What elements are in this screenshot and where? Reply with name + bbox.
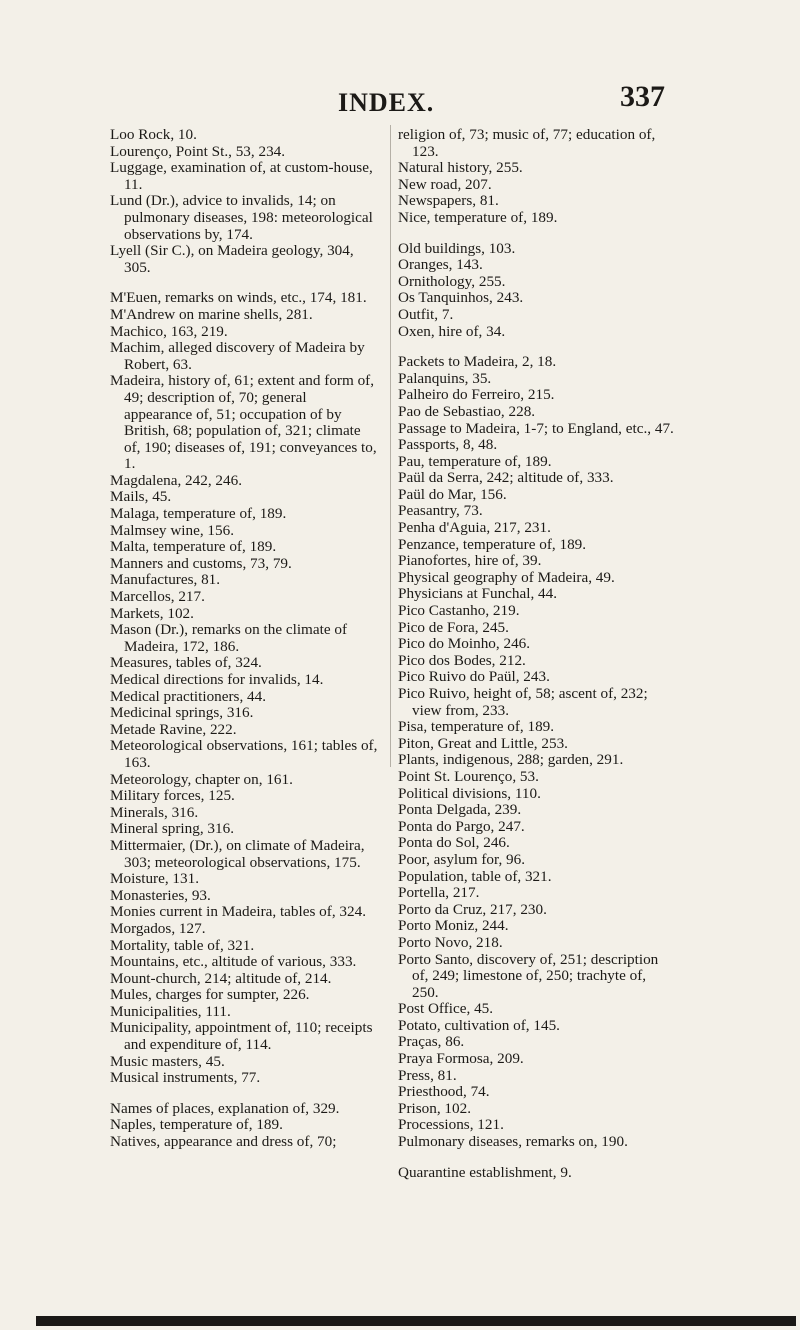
index-letter-group xyxy=(110,1101,378,1151)
index-entry: Prison, 102. xyxy=(398,1099,471,1117)
index-entry: Pico Ruivo do Paül, 243. xyxy=(398,668,550,686)
index-entry: Porto Moniz, 244. xyxy=(398,917,509,935)
index-entry: Pico do Moinho, 246. xyxy=(398,635,531,653)
index-entry: Luggage, examination of, at custom-house, 11. xyxy=(110,159,373,193)
index-entry: Packets to Madeira, 2, 18. xyxy=(398,353,557,371)
index-entry: Moisture, 131. xyxy=(110,870,200,888)
index-entry: Meteorology, chapter on, 161. xyxy=(110,770,293,788)
index-entry: Medical directions for invalids, 14. xyxy=(110,671,324,688)
index-entry: Plants, indigenous, 288; garden, 291. xyxy=(398,751,624,769)
index-entry: Pianofortes, hire of, 39. xyxy=(398,552,542,570)
index-entry: Music masters, 45. xyxy=(110,1052,225,1070)
index-entry: Medical practitioners, 44. xyxy=(110,687,267,705)
column-divider xyxy=(390,125,391,767)
index-entry: Pisa, temperature of, 189. xyxy=(398,718,555,736)
page-bottom-edge xyxy=(36,1316,796,1326)
index-entry: Mineral spring, 316. xyxy=(110,820,235,838)
index-entry: Magdalena, 242, 246. xyxy=(110,471,243,489)
index-entry: Portella, 217. xyxy=(398,884,480,902)
index-entry: Mortality, table of, 321. xyxy=(110,936,255,954)
index-entry: Lourenço, Point St., 53, 234. xyxy=(110,142,286,160)
index-entry: Penzance, temperature of, 189. xyxy=(398,535,587,553)
index-entry: Mittermaier, (Dr.), on climate of Madeira, 303; meteorological observations, 175. xyxy=(110,836,365,871)
index-entry: Pulmonary diseases, remarks on, 190. xyxy=(398,1133,628,1151)
index-entry: Oranges, 143. xyxy=(398,256,483,274)
index-entry: Old buildings, 103. xyxy=(398,239,516,257)
index-entry: Meteorological observations, 161; tables of, 163. xyxy=(110,737,378,771)
index-entry: Municipality, appointment of, 110; receipts and expenditure of, 114. xyxy=(110,1019,373,1054)
index-entry: Mount-church, 214; altitude of, 214. xyxy=(110,969,332,987)
index-entry: Machim, alleged discovery of Madeira by Robert, 63. xyxy=(110,339,365,373)
index-entry: Mules, charges for sumpter, 226. xyxy=(110,986,310,1004)
index-entry: Outfit, 7. xyxy=(398,305,454,323)
index-entry: Markets, 102. xyxy=(110,604,194,622)
index-column-right xyxy=(398,127,676,1195)
index-letter-group xyxy=(110,127,378,276)
index-entry: Porto Santo, discovery of, 251; description of, 249; limestone of, 250; trachyte of, 250. xyxy=(398,950,659,1001)
index-entry: Praças, 86. xyxy=(398,1033,465,1051)
index-entry: Pico Ruivo, height of, 58; ascent of, 232; view from, 233. xyxy=(398,685,648,719)
index-entry: Manufactures, 81. xyxy=(110,571,221,589)
index-entry: Ponta Delgada, 239. xyxy=(398,801,522,819)
index-entry: Pau, temperature of, 189. xyxy=(398,452,552,470)
index-entry: Municipalities, 111. xyxy=(110,1002,231,1020)
index-entry: Pao de Sebastiao, 228. xyxy=(398,402,536,420)
index-entry: Porto da Cruz, 217, 230. xyxy=(398,900,547,918)
index-entry: Military forces, 125. xyxy=(110,787,235,805)
index-entry: Political divisions, 110. xyxy=(398,784,541,802)
index-entry: Morgados, 127. xyxy=(110,919,206,937)
index-entry: Paül do Mar, 156. xyxy=(398,485,507,503)
index-entry: Minerals, 316. xyxy=(110,803,199,821)
index-column-left xyxy=(110,127,378,1165)
index-entry: Names of places, explanation of, 329. xyxy=(110,1099,340,1117)
index-entry: Ponta do Sol, 246. xyxy=(398,834,510,852)
index-entry: Manners and customs, 73, 79. xyxy=(110,554,292,572)
index-entry: Mason (Dr.), remarks on the climate of Madeira, 172, 186. xyxy=(110,621,348,655)
index-entry: M'Andrew on marine shells, 281. xyxy=(110,305,313,323)
index-entry: Priesthood, 74. xyxy=(398,1083,490,1101)
index-entry: M'Euen, remarks on winds, etc., 174, 181. xyxy=(110,289,367,307)
index-entry: Lyell (Sir C.), on Madeira geology, 304, 305. xyxy=(110,242,354,276)
index-entry: Palanquins, 35. xyxy=(398,369,492,387)
index-entry: Penha d'Aguia, 217, 231. xyxy=(398,519,551,537)
index-entry: Newspapers, 81. xyxy=(398,192,499,210)
page-header xyxy=(0,0,800,120)
index-entry: Physicians at Funchal, 44. xyxy=(398,585,558,603)
index-entry: Pico Castanho, 219. xyxy=(398,602,520,620)
index-entry: Measures, tables of, 324. xyxy=(110,654,262,672)
index-entry: Processions, 121. xyxy=(398,1116,504,1134)
index-letter-group xyxy=(110,290,378,1087)
index-entry: Point St. Lourenço, 53. xyxy=(398,767,539,785)
index-letter-group xyxy=(398,354,676,1151)
index-entry: Potato, cultivation of, 145. xyxy=(398,1016,560,1034)
index-entry: Medicinal springs, 316. xyxy=(110,704,254,722)
index-entry: Poor, asylum for, 96. xyxy=(398,850,526,868)
index-entry: Loo Rock, 10. xyxy=(110,126,197,143)
running-head: INDEX. xyxy=(338,88,435,117)
index-entry: Marcellos, 217. xyxy=(110,588,205,606)
index-entry: Natives, appearance and dress of, 70; xyxy=(110,1133,337,1151)
index-entry: Malaga, temperature of, 189. xyxy=(110,505,287,523)
index-entry: Monasteries, 93. xyxy=(110,886,211,904)
index-entry: Mails, 45. xyxy=(110,488,172,506)
index-entry: Passports, 8, 48. xyxy=(398,436,498,454)
index-letter-group xyxy=(398,241,676,341)
index-entry: Malmsey wine, 156. xyxy=(110,521,235,539)
index-entry: Nice, temperature of, 189. xyxy=(398,208,558,226)
index-entry: Os Tanquinhos, 243. xyxy=(398,289,524,307)
index-entry: Madeira, history of, 61; extent and form of, 49; description of, 70; general appearance of, 51; occupation of by British, 68; population of, 321; climate of, 190; diseases of, 191; conveyances to, 1. xyxy=(110,372,377,473)
page-number: 337 xyxy=(620,80,665,113)
index-entry: New road, 207. xyxy=(398,175,492,193)
index-entry: Mountains, etc., altitude of various, 333. xyxy=(110,953,357,971)
index-entry: Porto Novo, 218. xyxy=(398,933,503,951)
index-entry: Monies current in Madeira, tables of, 324. xyxy=(110,903,367,921)
index-entry: Musical instruments, 77. xyxy=(110,1069,261,1087)
index-entry: religion of, 73; music of, 77; education of, 123. xyxy=(398,126,656,160)
index-entry: Oxen, hire of, 34. xyxy=(398,322,506,340)
index-entry: Ornithology, 255. xyxy=(398,272,506,290)
index-entry: Praya Formosa, 209. xyxy=(398,1050,524,1068)
index-entry: Population, table of, 321. xyxy=(398,867,552,885)
index-letter-group xyxy=(398,127,676,227)
index-entry: Peasantry, 73. xyxy=(398,502,483,520)
index-entry: Palheiro do Ferreiro, 215. xyxy=(398,386,555,404)
index-entry: Physical geography of Madeira, 49. xyxy=(398,568,615,586)
index-entry: Press, 81. xyxy=(398,1066,457,1084)
index-entry: Pico dos Bodes, 212. xyxy=(398,651,526,669)
index-entry: Naples, temperature of, 189. xyxy=(110,1116,283,1134)
index-entry: Machico, 163, 219. xyxy=(110,322,228,340)
index-entry: Ponta do Pargo, 247. xyxy=(398,817,525,835)
index-entry: Passage to Madeira, 1-7; to England, etc., 47. xyxy=(398,419,674,437)
index-entry: Pico de Fora, 245. xyxy=(398,618,509,636)
index-letter-group xyxy=(398,1165,676,1182)
index-entry: Piton, Great and Little, 253. xyxy=(398,734,568,752)
index-entry: Paül da Serra, 242; altitude of, 333. xyxy=(398,469,614,487)
index-entry: Post Office, 45. xyxy=(398,1000,494,1018)
index-entry: Metade Ravine, 222. xyxy=(110,720,237,738)
index-entry: Malta, temperature of, 189. xyxy=(110,538,277,556)
index-entry: Lund (Dr.), advice to invalids, 14; on pulmonary diseases, 198: meteorological observations by, 174. xyxy=(110,192,373,243)
index-entry: Quarantine establishment, 9. xyxy=(398,1163,572,1181)
index-entry: Natural history, 255. xyxy=(398,159,523,177)
